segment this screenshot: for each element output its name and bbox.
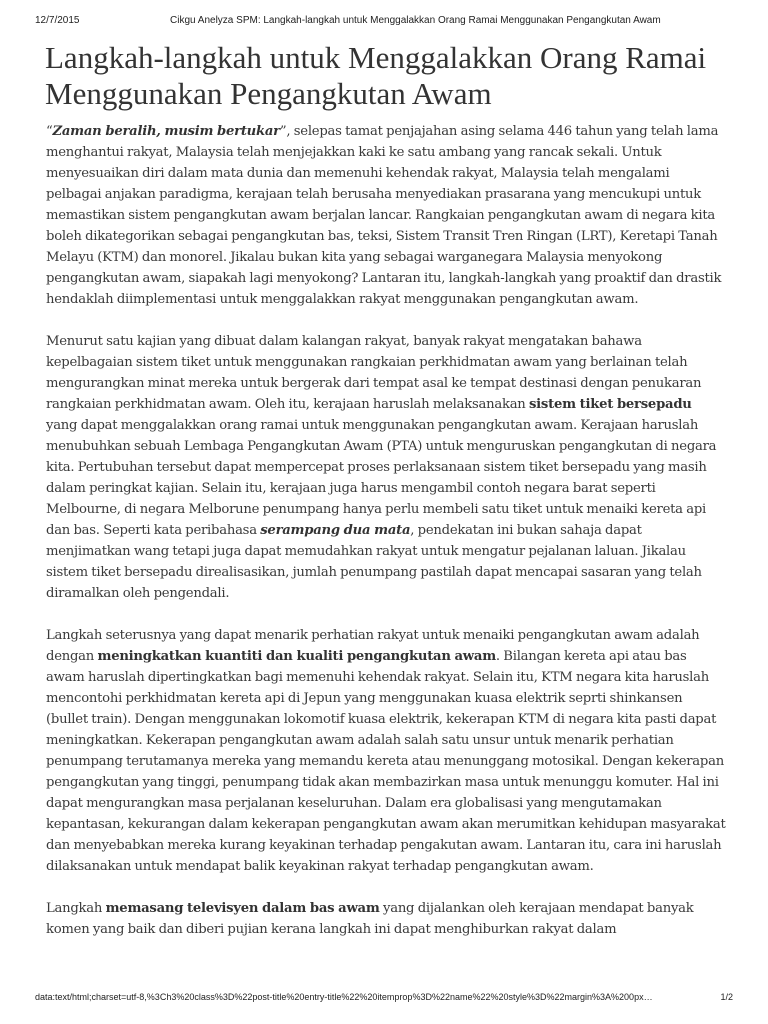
- bold-serampang: serampang dua mata: [260, 523, 411, 538]
- paragraph-3: [46, 625, 726, 877]
- print-page-title: Cikgu Anelyza SPM: Langkah-langkah untuk Menggalakkan Orang Ramai Menggunakan Pengangkutan Awam: [170, 15, 661, 26]
- paragraph-2-text-c: , pendekatan ini bukan sahaja dapat menjimatkan wang tetapi juga dapat memudahkan rakyat untuk mengatur pejalanan laluan. Jikalau sistem tiket bersepadu direalisasikan, jumlah penumpang pastilah dapat mencapai sasaran yang telah diramalkan oleh pengendali.: [46, 523, 702, 601]
- print-header: [35, 15, 733, 29]
- paragraph-1-text: ”, selepas tamat penjajahan asing selama 446 tahun yang telah lama menghantui rakyat, Malaysia telah menjejakkan kaki ke satu ambang yang rancak sekali. Untuk menyesuaikan diri dalam mata dunia dan memenuhi kehendak rakyat, Malaysia telah mengalami pelbagai anjakan paradigma, kerajaan telah berusaha menyediakan prasarana yang mencukupi untuk memastikan sistem pengangkutan awam berjalan lancar. Rangkaian pengangkutan awam di negara kita boleh dikategorikan sebagai pengangkutan bas, teksi, Sistem Transit Tren Ringan (LRT), Keretapi Tanah Melayu (KTM) dan monorel. Jikalau bukan kita yang sebagai warganegara Malaysia menyokong pengangkutan awam, siapakah lagi menyokong? Lantaran itu, langkah-langkah yang proaktif dan drastik hendaklah diimplementasi untuk menggalakkan rakyat menggunakan pengangkutan awam.: [46, 124, 722, 307]
- paragraph-3-text-b: . Bilangan kereta api atau bas awam haruslah dipertingkatkan bagi memenuhi kehendak rakyat. Selain itu, KTM negara kita haruslah mencontohi perkhidmatan kereta api di Jepun yang menggunakan kuasa elektrik seprti shinkansen (bullet train). Dengan menggunakan lokomotif kuasa elektrik, kekerapan KTM di negara kita pasti dapat meningkatkan. Kekerapan pengangkutan awam adalah salah satu unsur untuk menarik perhatian penumpang terutamanya mereka yang memandu kereta atau menunggang motosikal. Dengan kekerapan pengangkutan yang tinggi, penumpang tidak akan membazirkan masa untuk menunggu komuter. Hal ini dapat mengurangkan masa perjalanan keseluruhan. Dalam era globalisasi yang mengutamakan kepantasan, kekurangan dalam kekerapan pengangkutan awam akan merumitkan kehidupan masyarakat dan menyebabkan mereka kurang keyakinan terhadap pengakutan awam. Lantaran itu, cara ini haruslah dilaksanakan untuk mendapat balik keyakinan rakyat terhadap pengangkutan awam.: [46, 649, 726, 874]
- article-title: Langkah-langkah untuk Menggalakkan Orang Ramai Menggunakan Pengangkutan Awam: [45, 40, 707, 111]
- open-quote: “: [46, 124, 53, 139]
- bold-televisyen: memasang televisyen dalam bas awam: [105, 901, 380, 916]
- bold-kuantiti: meningkatkan kuantiti dan kualiti pengangkutan awam: [97, 649, 496, 664]
- bold-sistem-tiket: sistem tiket bersepadu: [529, 397, 692, 412]
- paragraph-2: [46, 331, 726, 604]
- paragraph-2-text-a: Menurut satu kajian yang dibuat dalam kalangan rakyat, banyak rakyat mengatakan bahawa kepelbagaian sistem tiket untuk menggunakan rangkaian perkhidmatan awam yang berlainan telah mengurangkan minat mereka untuk bergerak dari tempat asal ke tempat destinasi dengan penukaran rangkaian perkhidmatan awam. Oleh itu, kerajaan haruslah melaksanakan: [46, 334, 702, 412]
- paragraph-4-text-b: yang dijalankan oleh kerajaan mendapat banyak komen yang baik dan diberi pujian kerana langkah ini dapat menghiburkan rakyat dalam: [46, 901, 694, 937]
- print-footer: [35, 992, 733, 1004]
- paragraph-4-text-a: Langkah: [46, 901, 106, 916]
- article-body: [46, 121, 726, 961]
- quote-phrase: Zaman beralih, musim bertukar: [52, 124, 280, 139]
- print-date: 12/7/2015: [35, 15, 80, 26]
- page-number: 1/2: [720, 992, 733, 1002]
- print-url: data:text/html;charset=utf-8,%3Ch3%20class%3D%22post-title%20entry-title%22%20itemprop%3D%22name%22%20style%3D%22margin%3A%200px…: [35, 992, 653, 1002]
- paragraph-4: [46, 898, 726, 940]
- paragraph-2-text-b: yang dapat menggalakkan orang ramai untuk menggunakan pengangkutan awam. Kerajaan haruslah menubuhkan sebuah Lembaga Pengangkutan Awam (PTA) untuk menguruskan pengangkutan di negara kita. Pertubuhan tersebut dapat mempercepat proses perlaksanaan sistem tiket bersepadu yang masih dalam peringkat kajian. Selain itu, kerajaan juga harus mengambil contoh negara barat seperti Melbourne, di negara Melborune penumpang hanya perlu membeli satu tiket untuk menaiki kereta api dan bas. Seperti kata peribahasa: [46, 418, 717, 538]
- paragraph-3-text-a: Langkah seterusnya yang dapat menarik perhatian rakyat untuk menaiki pengangkutan awam adalah dengan: [46, 628, 700, 664]
- paragraph-1: [46, 121, 726, 310]
